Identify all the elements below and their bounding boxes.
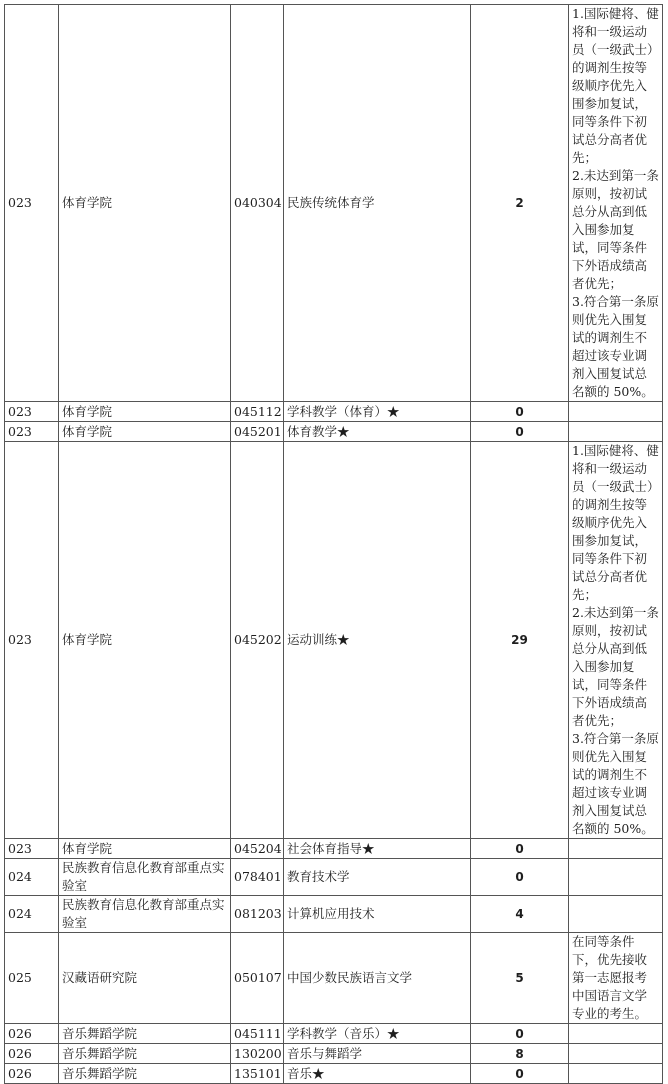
note-cell: [569, 402, 663, 422]
note-cell: [569, 422, 663, 442]
major-name-cell: 计算机应用技术: [284, 896, 471, 933]
major-name-cell: 体育教学★: [284, 422, 471, 442]
admit-count-cell: 29: [471, 442, 569, 839]
college-code-cell: 023: [5, 839, 59, 859]
note-cell: [569, 1044, 663, 1064]
table-row: [5, 1044, 663, 1064]
college-name-cell: 音乐舞蹈学院: [59, 1064, 231, 1084]
major-code-cell: 081203: [231, 896, 284, 933]
college-name-cell: 体育学院: [59, 442, 231, 839]
major-name-cell: 音乐★: [284, 1064, 471, 1084]
college-code-cell: 024: [5, 859, 59, 896]
admit-count-cell: 0: [471, 839, 569, 859]
note-cell: [569, 896, 663, 933]
note-cell: [569, 1024, 663, 1044]
admit-count-cell: 0: [471, 402, 569, 422]
major-name-cell: 社会体育指导★: [284, 839, 471, 859]
major-name-cell: 运动训练★: [284, 442, 471, 839]
college-name-cell: 民族教育信息化教育部重点实验室: [59, 859, 231, 896]
major-code-cell: 078401: [231, 859, 284, 896]
table-row: [5, 839, 663, 859]
college-code-cell: 026: [5, 1064, 59, 1084]
table-body: [5, 5, 663, 1084]
table-row: [5, 859, 663, 896]
admission-table: [4, 4, 663, 1084]
table-row: [5, 896, 663, 933]
major-code-cell: 135101: [231, 1064, 284, 1084]
major-code-cell: 045112: [231, 402, 284, 422]
table-row: [5, 933, 663, 1024]
table-row: [5, 1064, 663, 1084]
college-code-cell: 023: [5, 442, 59, 839]
note-cell: 在同等条件下，优先接收第一志愿报考中国语言文学专业的考生。: [569, 933, 663, 1024]
admit-count-cell: 5: [471, 933, 569, 1024]
major-code-cell: 045201: [231, 422, 284, 442]
major-code-cell: 040304: [231, 5, 284, 402]
college-code-cell: 023: [5, 402, 59, 422]
table-row: [5, 1024, 663, 1044]
admit-count-cell: 4: [471, 896, 569, 933]
table-row: [5, 402, 663, 422]
major-name-cell: 民族传统体育学: [284, 5, 471, 402]
admit-count-cell: 2: [471, 5, 569, 402]
major-code-cell: 045202: [231, 442, 284, 839]
major-code-cell: 050107: [231, 933, 284, 1024]
college-code-cell: 024: [5, 896, 59, 933]
college-code-cell: 023: [5, 5, 59, 402]
table-row: [5, 422, 663, 442]
table-row: [5, 5, 663, 402]
note-cell: [569, 839, 663, 859]
admit-count-cell: 0: [471, 1064, 569, 1084]
college-name-cell: 体育学院: [59, 5, 231, 402]
college-code-cell: 026: [5, 1024, 59, 1044]
college-code-cell: 023: [5, 422, 59, 442]
college-name-cell: 民族教育信息化教育部重点实验室: [59, 896, 231, 933]
note-cell: [569, 859, 663, 896]
major-name-cell: 音乐与舞蹈学: [284, 1044, 471, 1064]
admit-count-cell: 0: [471, 422, 569, 442]
college-name-cell: 体育学院: [59, 402, 231, 422]
college-code-cell: 026: [5, 1044, 59, 1064]
major-code-cell: 045111: [231, 1024, 284, 1044]
major-name-cell: 学科教学（体育）★: [284, 402, 471, 422]
major-code-cell: 045204: [231, 839, 284, 859]
major-name-cell: 教育技术学: [284, 859, 471, 896]
admit-count-cell: 0: [471, 1024, 569, 1044]
college-name-cell: 汉藏语研究院: [59, 933, 231, 1024]
admit-count-cell: 8: [471, 1044, 569, 1064]
college-name-cell: 体育学院: [59, 422, 231, 442]
major-code-cell: 130200: [231, 1044, 284, 1064]
major-name-cell: 学科教学（音乐）★: [284, 1024, 471, 1044]
college-name-cell: 体育学院: [59, 839, 231, 859]
note-cell: 1.国际健将、健将和一级运动员（一级武士）的调剂生按等级顺序优先入围参加复试，同等条件下初试总分高者优先； 2.未达到第一条原则，按初试总分从高到低入围参加复试，同等条件下外语成绩高者优先； 3.符合第一条原则优先入围复试的调剂生不超过该专业调剂入围复试总名额的 50%。: [569, 442, 663, 839]
college-name-cell: 音乐舞蹈学院: [59, 1024, 231, 1044]
admit-count-cell: 0: [471, 859, 569, 896]
note-cell: [569, 1064, 663, 1084]
college-name-cell: 音乐舞蹈学院: [59, 1044, 231, 1064]
note-cell: 1.国际健将、健将和一级运动员（一级武士）的调剂生按等级顺序优先入围参加复试，同等条件下初试总分高者优先； 2.未达到第一条原则，按初试总分从高到低入围参加复试，同等条件下外语成绩高者优先； 3.符合第一条原则优先入围复试的调剂生不超过该专业调剂入围复试总名额的 50%。: [569, 5, 663, 402]
college-code-cell: 025: [5, 933, 59, 1024]
table-row: [5, 442, 663, 839]
major-name-cell: 中国少数民族语言文学: [284, 933, 471, 1024]
